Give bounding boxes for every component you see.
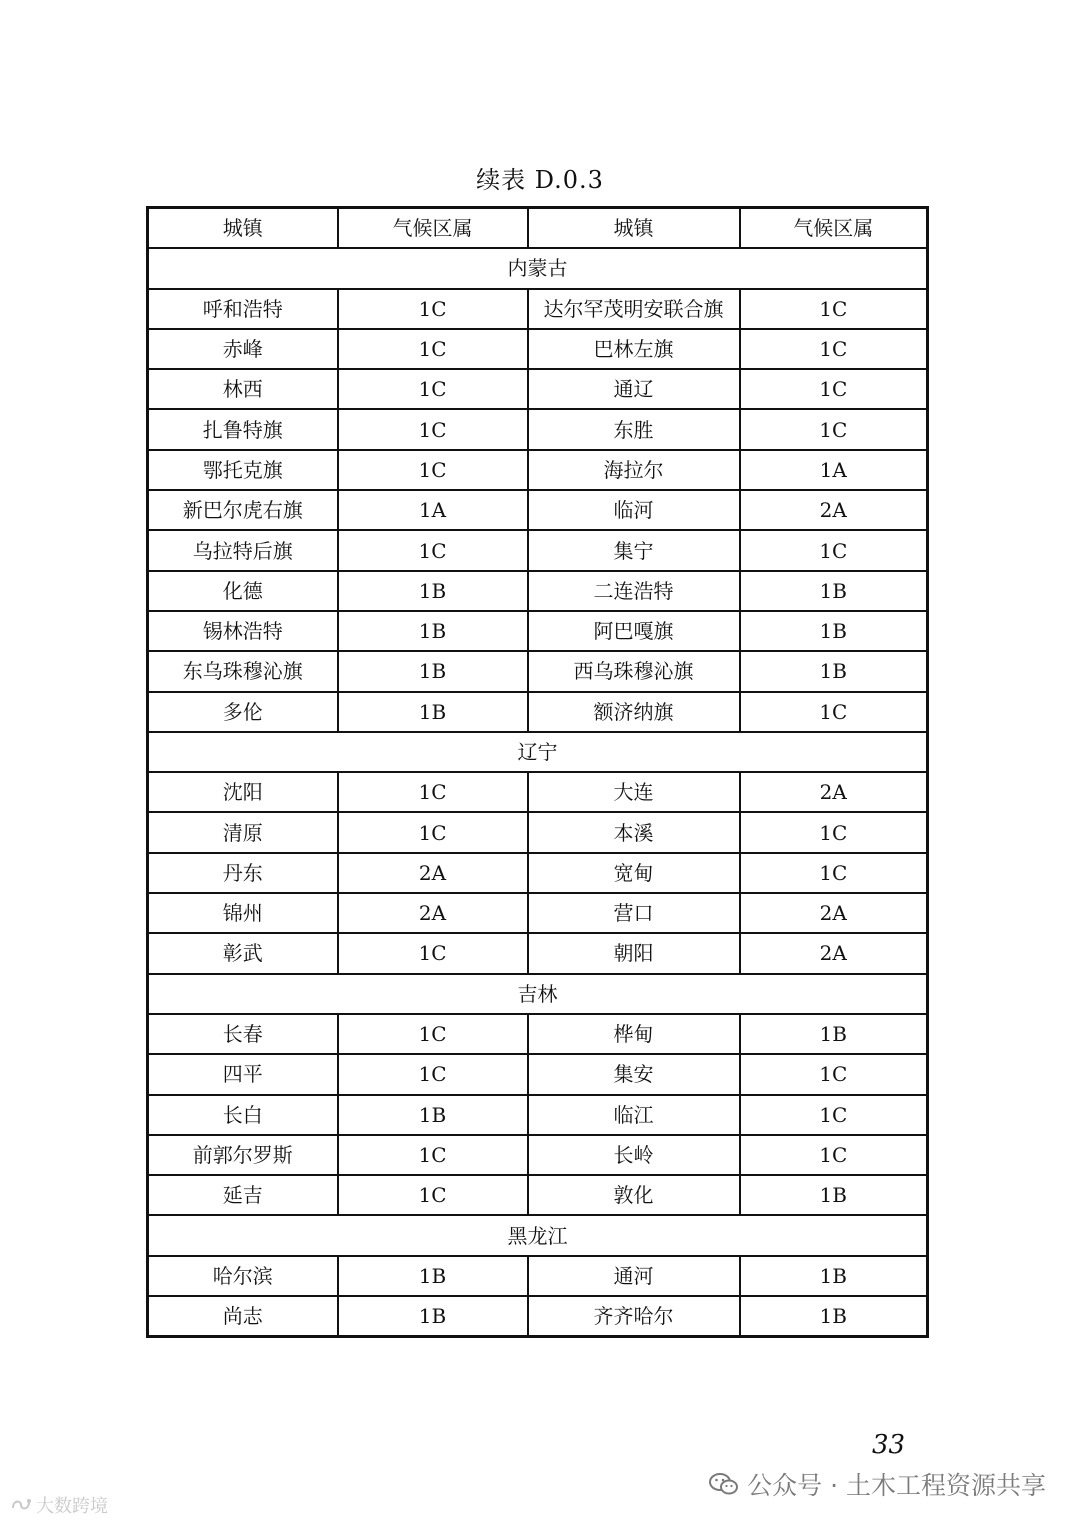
climate-zone-cell: 1B [338,1095,528,1135]
table-row [148,651,928,691]
table-row [148,289,928,329]
city-cell: 新巴尔虎右旗 [148,490,338,530]
climate-zone-cell: 1A [740,450,928,490]
city-cell: 延吉 [148,1175,338,1215]
climate-zone-cell: 1C [740,812,928,852]
climate-zone-cell: 1B [338,611,528,651]
climate-zone-cell: 1C [338,1135,528,1175]
city-cell: 东胜 [528,409,740,449]
table-row [148,1175,928,1215]
climate-zone-cell: 1C [338,933,528,973]
city-cell: 锡林浩特 [148,611,338,651]
region-label: 辽宁 [148,732,928,772]
table-row [148,571,928,611]
climate-zone-cell: 1B [740,611,928,651]
city-cell: 长白 [148,1095,338,1135]
climate-zone-cell: 1B [740,1014,928,1054]
region-label: 黑龙江 [148,1215,928,1255]
city-cell: 乌拉特后旗 [148,530,338,570]
table-row [148,853,928,893]
city-cell: 巴林左旗 [528,329,740,369]
table-caption: 续表 D.0.3 [476,166,604,194]
climate-zone-cell: 1C [740,530,928,570]
climate-zone-cell: 2A [740,893,928,933]
table-row [148,329,928,369]
table-header-row [148,208,928,249]
region-row [148,1215,928,1255]
table-row [148,611,928,651]
climate-zone-cell: 1B [740,1296,928,1337]
climate-zone-cell: 1C [740,289,928,329]
table-row [148,812,928,852]
city-cell: 齐齐哈尔 [528,1296,740,1337]
watermark-right [709,1466,1046,1502]
table-row [148,1054,928,1094]
climate-zone-cell: 1B [338,1256,528,1296]
climate-zone-cell: 1C [338,812,528,852]
table-row [148,530,928,570]
watermark-left [10,1492,108,1518]
city-cell: 彰武 [148,933,338,973]
table-row [148,450,928,490]
table-row [148,1296,928,1337]
table-row [148,490,928,530]
climate-zone-cell: 1C [740,692,928,732]
climate-zone-cell: 1C [740,369,928,409]
climate-zone-cell: 1B [338,1296,528,1337]
climate-zone-cell: 1B [740,1256,928,1296]
region-row [148,248,928,288]
climate-zone-cell: 1C [338,1054,528,1094]
climate-zone-cell: 1C [338,772,528,812]
table-row [148,893,928,933]
region-label: 内蒙古 [148,248,928,288]
climate-zone-cell: 2A [338,853,528,893]
table-body [148,248,928,1337]
climate-zone-cell: 2A [338,893,528,933]
city-cell: 达尔罕茂明安联合旗 [528,289,740,329]
city-cell: 清原 [148,812,338,852]
table-row [148,369,928,409]
city-cell: 化德 [148,571,338,611]
region-label: 吉林 [148,974,928,1014]
region-row [148,732,928,772]
city-cell: 阿巴嘎旗 [528,611,740,651]
climate-zone-cell: 1B [338,692,528,732]
city-cell: 沈阳 [148,772,338,812]
city-cell: 哈尔滨 [148,1256,338,1296]
header-climate-zone: 气候区属 [338,208,528,249]
loop-logo-icon [10,1496,32,1514]
city-cell: 朝阳 [528,933,740,973]
city-cell: 宽甸 [528,853,740,893]
climate-zone-cell: 1A [338,490,528,530]
climate-zone-cell: 1B [338,651,528,691]
climate-zone-cell: 1C [338,1014,528,1054]
watermark-left-text: 大数跨境 [36,1496,108,1517]
city-cell: 扎鲁特旗 [148,409,338,449]
climate-zone-cell: 2A [740,490,928,530]
city-cell: 集宁 [528,530,740,570]
climate-zone-cell: 1C [338,289,528,329]
table-row [148,692,928,732]
table-row [148,1135,928,1175]
city-cell: 临江 [528,1095,740,1135]
climate-zone-cell: 1B [740,571,928,611]
climate-zone-cell: 1C [338,450,528,490]
table-row [148,1256,928,1296]
climate-zone-cell: 1B [740,651,928,691]
city-cell: 营口 [528,893,740,933]
climate-zone-cell: 1C [740,1135,928,1175]
city-cell: 桦甸 [528,1014,740,1054]
city-cell: 东乌珠穆沁旗 [148,651,338,691]
city-cell: 敦化 [528,1175,740,1215]
city-cell: 额济纳旗 [528,692,740,732]
table-row [148,933,928,973]
climate-zone-cell: 1C [338,329,528,369]
city-cell: 通河 [528,1256,740,1296]
city-cell: 鄂托克旗 [148,450,338,490]
climate-zone-cell: 1B [740,1175,928,1215]
table-row [148,409,928,449]
climate-zone-cell: 1C [338,409,528,449]
city-cell: 前郭尔罗斯 [148,1135,338,1175]
city-cell: 大连 [528,772,740,812]
climate-zone-cell: 1C [338,530,528,570]
wechat-icon [709,1472,739,1496]
table-row [148,772,928,812]
city-cell: 多伦 [148,692,338,732]
city-cell: 赤峰 [148,329,338,369]
city-cell: 通辽 [528,369,740,409]
page-number: 33 [872,1430,906,1460]
region-row [148,974,928,1014]
header-city: 城镇 [148,208,338,249]
city-cell: 锦州 [148,893,338,933]
climate-zone-cell: 2A [740,933,928,973]
climate-zone-cell: 1C [740,409,928,449]
watermark-right-text: 公众号 · 土木工程资源共享 [747,1471,1046,1500]
city-cell: 林西 [148,369,338,409]
city-cell: 尚志 [148,1296,338,1337]
city-cell: 四平 [148,1054,338,1094]
header-climate-zone: 气候区属 [740,208,928,249]
climate-zone-cell: 1C [338,1175,528,1215]
climate-zone-cell: 1C [338,369,528,409]
city-cell: 长岭 [528,1135,740,1175]
city-cell: 呼和浩特 [148,289,338,329]
city-cell: 海拉尔 [528,450,740,490]
city-cell: 本溪 [528,812,740,852]
climate-zone-cell: 1C [740,1054,928,1094]
climate-zone-cell: 1C [740,1095,928,1135]
city-cell: 西乌珠穆沁旗 [528,651,740,691]
city-cell: 长春 [148,1014,338,1054]
city-cell: 丹东 [148,853,338,893]
climate-zone-cell: 2A [740,772,928,812]
table-row [148,1014,928,1054]
climate-zone-table [146,206,929,1338]
city-cell: 二连浩特 [528,571,740,611]
climate-zone-cell: 1B [338,571,528,611]
city-cell: 集安 [528,1054,740,1094]
city-cell: 临河 [528,490,740,530]
header-city: 城镇 [528,208,740,249]
table-row [148,1095,928,1135]
climate-zone-cell: 1C [740,853,928,893]
climate-zone-cell: 1C [740,329,928,369]
